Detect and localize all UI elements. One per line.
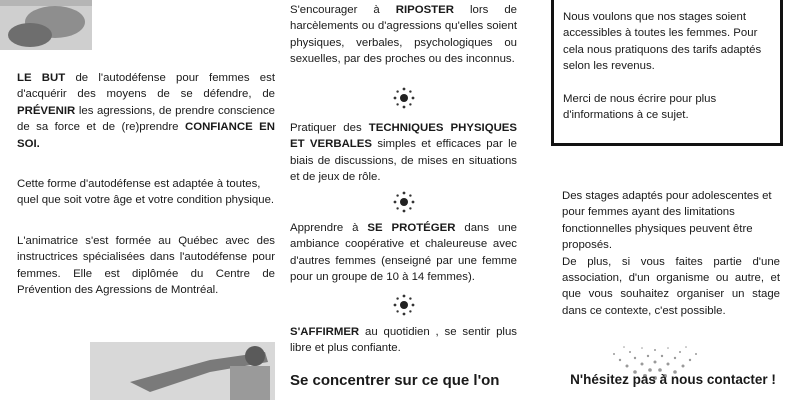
column-left [17,70,275,298]
contact-heading: N'hésitez pas à nous contacter ! [570,372,776,387]
column-middle [290,2,517,68]
column-middle-4 [290,324,517,389]
techniques-item: Pratiquer des TECHNIQUES PHYSIQUES ET VERBALES simples et efficaces par le biais de discussions, de mises en situations et de jeux de rôle. [290,122,517,184]
adapted-paragraph: Cette forme d'autodéfense est adaptée à toutes, quel que soit votre âge et votre condition physique. [17,178,275,207]
affirmer-item: S'AFFIRMER au quotidien , se sentir plus libre et plus confiante. [290,326,517,355]
column-middle-2 [290,120,517,186]
goal-paragraph: LE BUT de l'autodéfense pour femmes est d'acquérir des moyens de se défendre, de PRÉVENIR les agressions, de prendre conscience de sa force et de (re)prendre CONFIANCE EN SOI. [17,72,276,150]
organisation-paragraph: De plus, si vous faites partie d'une association, d'un organisme ou autre, et que vous souhaitez organiser un stage dans ce contexte, c'est possible. [562,255,780,317]
radial-dots-icon [391,189,417,215]
radial-dots-icon [391,85,417,111]
photo-bottom-left [90,342,275,400]
proteger-item: Apprendre à SE PROTÉGER dans une ambiance coopérative et chaleureuse avec d'autres femmes (enseigné par une femme pour un groupe de 10 à 14 femmes). [290,222,517,284]
column-right [562,188,780,319]
instructor-paragraph: L'animatrice s'est formée au Québec avec des instructrices spécialisées dans l'autodéfense pour femmes. Elle est diplômée du Centre de Prévention des Agressions de Montréal. [17,234,275,297]
radial-dots-icon [391,292,417,318]
column-middle-3 [290,220,517,286]
adapted-stages-paragraph: Des stages adaptés pour adolescentes et pour femmes ayant des limitations fonctionnelles physiques peuvent être proposés. [562,190,772,252]
pricing-text: Nous voulons que nos stages soient accessibles à toutes les femmes. Pour cela nous pratiquons des tarifs adaptés selon les revenus. [563,11,762,73]
riposter-item: S'encourager à RIPOSTER lors de harcèlements ou d'agressions qu'elles soient physiques, verbales, psychologiques ou sexuelles, par des proches ou des inconnus. [290,4,517,66]
pricing-box [551,0,783,146]
photo-top-left [0,0,92,50]
concentrer-heading: Se concentrer sur ce que l'on [290,371,500,389]
contact-info-text: Merci de nous écrire pour plus d'informations à ce sujet. [563,92,717,122]
